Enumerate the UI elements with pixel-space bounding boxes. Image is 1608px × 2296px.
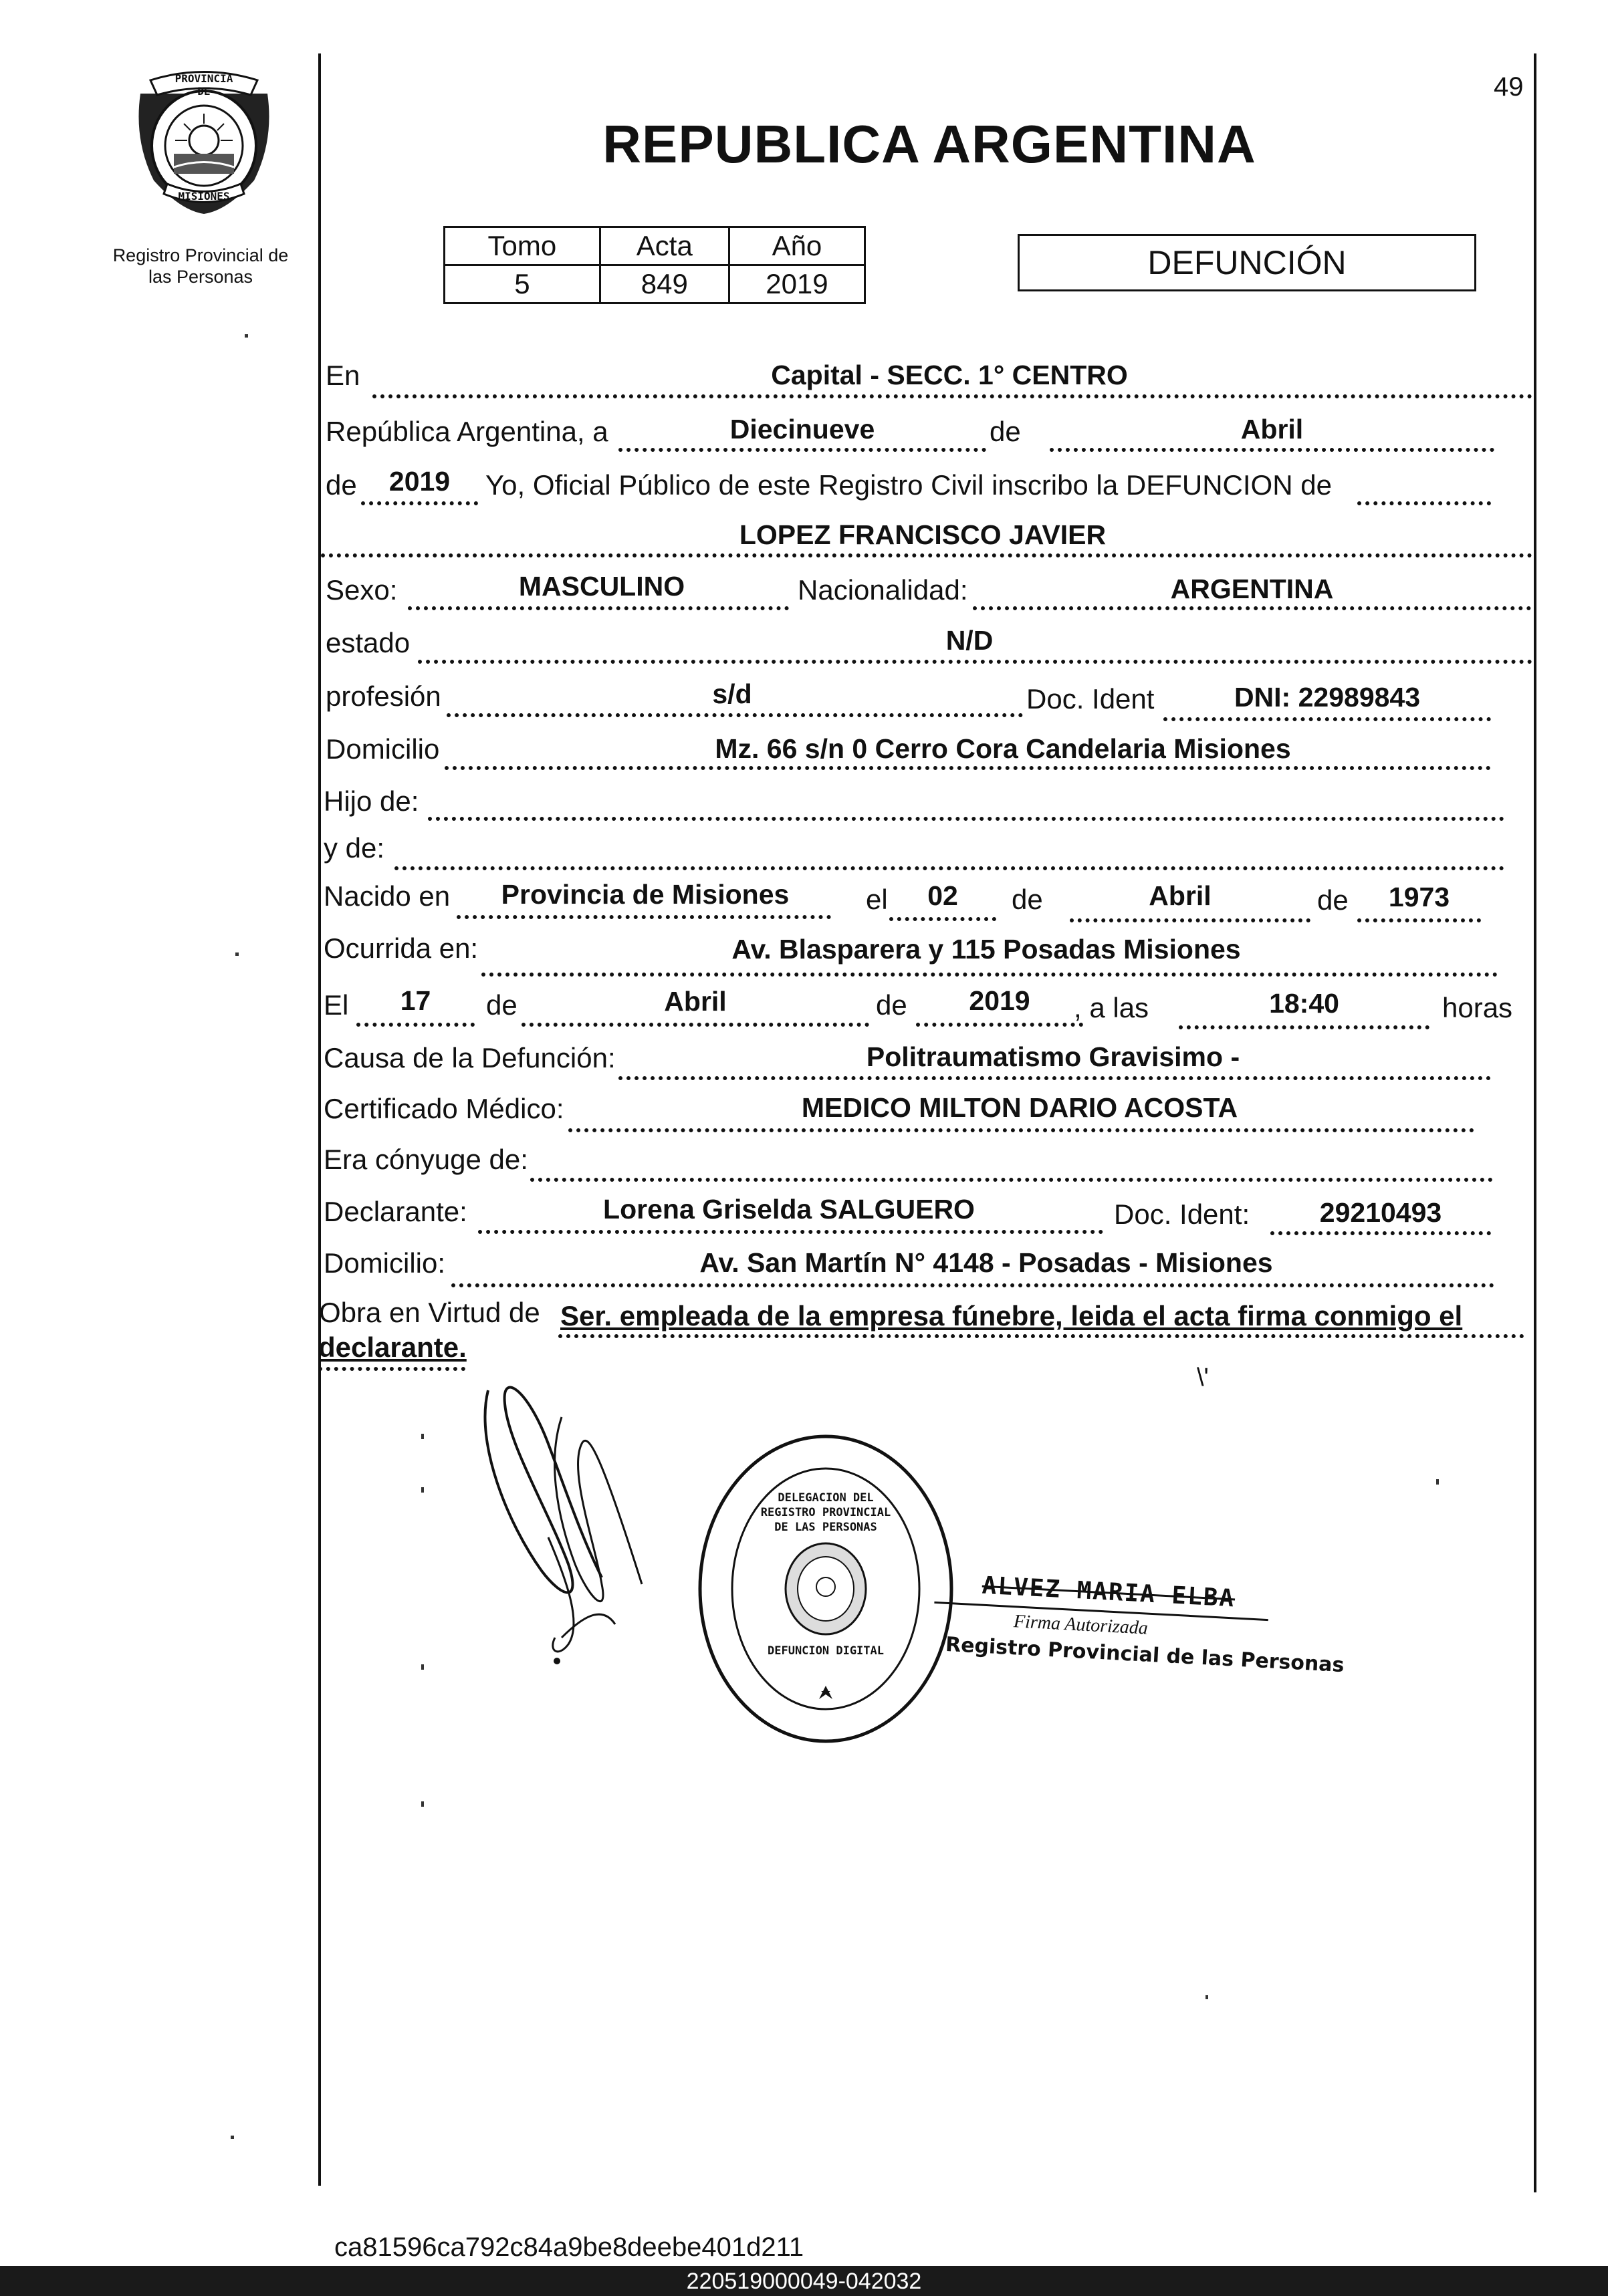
de2-label: de — [326, 469, 357, 501]
footer-bar — [0, 2266, 1608, 2296]
scan-speck — [421, 1664, 424, 1670]
fallec-de2-label: de — [876, 989, 907, 1021]
estado-value: N/D — [945, 625, 994, 656]
page-title: REPUBLICA ARGENTINA — [602, 114, 1256, 174]
doc-declarante-label: Doc. Ident: — [1114, 1198, 1250, 1230]
signature-name: ALVEZ MARIA ELBA — [981, 1571, 1236, 1613]
en-label: En — [326, 360, 360, 391]
hora-value: 18:40 — [1269, 988, 1339, 1019]
domicilio2-dotted-line — [451, 1283, 1494, 1287]
scan-speck — [421, 1434, 424, 1439]
year-dotted-line — [361, 501, 478, 505]
scan-speck — [231, 2136, 234, 2139]
obra-value-line2: declarante. — [318, 1331, 467, 1363]
causa-dotted-line — [618, 1076, 1491, 1080]
fallec-mes-value: Abril — [664, 986, 727, 1017]
footer-hash: ca81596ca792c84a9be8deebe401d211 — [334, 2233, 804, 2262]
yo-dotted-line — [1357, 501, 1491, 505]
doc-declarante-value: 29210493 — [1319, 1197, 1442, 1228]
fallec-dia-dotted-line — [356, 1023, 475, 1027]
hijo-dotted-line — [428, 817, 1504, 821]
horas-label: horas — [1442, 992, 1513, 1023]
obra-dotted-line — [558, 1334, 1524, 1338]
en-value: Capital - SECC. 1° CENTRO — [771, 360, 1128, 390]
fallec-dia-value: 17 — [400, 985, 431, 1016]
record-table — [443, 226, 866, 304]
nacido-lugar-dotted-line — [457, 915, 831, 919]
official-stamp — [695, 1432, 956, 1746]
certificado-dotted-line — [568, 1128, 1474, 1132]
nacido-anio-dotted-line — [1357, 918, 1481, 922]
scan-speck — [245, 334, 248, 338]
logo-caption — [87, 245, 314, 287]
doc-label: Doc. Ident — [1026, 683, 1155, 715]
fallec-de-label: de — [486, 989, 518, 1021]
nacido-dia-value: 02 — [927, 880, 958, 911]
republica-label: República Argentina, a — [326, 416, 608, 447]
month-value: Abril — [1240, 414, 1304, 444]
y-de-label: y de: — [324, 832, 385, 864]
certificado-value: MEDICO MILTON DARIO ACOSTA — [801, 1092, 1238, 1123]
stamp-inner-text: DEFUNCION DIGITAL — [768, 1644, 884, 1658]
nacido-dia-dotted-line — [889, 917, 996, 921]
year-value: 2019 — [388, 466, 451, 497]
domicilio-label: Domicilio — [326, 733, 440, 765]
ocurrida-value: Av. Blasparera y 115 Posadas Misiones — [731, 934, 1241, 965]
day-value: Diecinueve — [729, 414, 875, 444]
footer-code: 220519000049-042032 — [686, 2269, 922, 2294]
scan-speck — [421, 1487, 424, 1493]
nacionalidad-value: ARGENTINA — [1170, 573, 1334, 604]
hora-dotted-line — [1179, 1025, 1429, 1029]
nacido-mes-value: Abril — [1149, 880, 1212, 911]
declarante-dotted-line — [478, 1230, 1103, 1234]
a-las-label: , a las — [1074, 992, 1149, 1023]
fallec-anio-dotted-line — [916, 1023, 1083, 1027]
ocurrida-dotted-line — [481, 973, 1498, 977]
declarante-value: Lorena Griselda SALGUERO — [603, 1194, 975, 1225]
stamp-outer-text: DELEGACION DEL REGISTRO PROVINCIAL DE LAS PERSONAS — [760, 1491, 891, 1534]
obra-dotted-line-2 — [318, 1367, 465, 1371]
nacido-mes-dotted-line — [1070, 918, 1310, 922]
stamp-seal-icon — [695, 1432, 956, 1746]
conyuge-dotted-line — [530, 1178, 1493, 1182]
logo-caption-line1: Registro Provincial de — [112, 245, 289, 265]
logo-text-bottom: MISIONES — [178, 190, 230, 203]
signature-block — [936, 1569, 1345, 1678]
record-table-value-anio: 2019 — [729, 265, 865, 303]
logo — [127, 67, 281, 217]
el2-label: El — [324, 989, 349, 1021]
record-table-header-acta: Acta — [600, 227, 729, 265]
nacido-anio-value: 1973 — [1388, 882, 1450, 912]
record-table-value-acta: 849 — [600, 265, 729, 303]
causa-label: Causa de la Defunción: — [324, 1042, 616, 1073]
hijo-label: Hijo de: — [324, 785, 419, 817]
estado-dotted-line — [418, 660, 1532, 664]
doc-value: DNI: 22989843 — [1234, 682, 1421, 713]
el-label: el — [866, 884, 888, 915]
fallec-anio-value: 2019 — [969, 985, 1030, 1016]
y-de-dotted-line — [394, 866, 1504, 870]
nacido-lugar-value: Provincia de Misiones — [501, 879, 790, 910]
doc-declarante-dotted-line — [1270, 1231, 1491, 1235]
nacido-de2-label: de — [1317, 884, 1349, 916]
record-table-value-tomo: 5 — [445, 265, 600, 303]
domicilio-value: Mz. 66 s/n 0 Cerro Cora Candelaria Misiones — [715, 733, 1291, 764]
nacido-de-label: de — [1012, 884, 1043, 915]
domicilio2-label: Domicilio: — [324, 1247, 446, 1279]
signature-line3: Registro Provincial de las Personas — [945, 1632, 1345, 1678]
scan-speck — [421, 1801, 424, 1807]
sexo-label: Sexo: — [326, 574, 398, 606]
profesion-value: s/d — [712, 678, 752, 709]
domicilio-dotted-line — [445, 766, 1491, 770]
declarante-label: Declarante: — [324, 1196, 467, 1227]
profesion-label: profesión — [326, 680, 441, 712]
scan-speck — [1205, 1995, 1208, 1999]
conyuge-label: Era cónyuge de: — [324, 1144, 528, 1175]
de-label: de — [990, 416, 1021, 447]
day-dotted-line — [618, 448, 986, 452]
scan-speck — [235, 952, 239, 956]
obra-value-line1: Ser. empleada de la empresa fúnebre, leida el acta firma conmigo el — [560, 1300, 1463, 1331]
record-table-header-anio: Año — [729, 227, 865, 265]
deceased-name: LOPEZ FRANCISCO JAVIER — [739, 519, 1107, 550]
logo-caption-line2: las Personas — [148, 267, 253, 287]
nacido-label: Nacido en — [324, 880, 451, 912]
obra-label: Obra en Virtud de — [319, 1297, 540, 1328]
sexo-value: MASCULINO — [518, 571, 685, 602]
sexo-dotted-line — [408, 606, 789, 610]
record-table-header-tomo: Tomo — [445, 227, 600, 265]
causa-value: Politraumatismo Gravisimo - — [866, 1041, 1240, 1072]
scan-speck — [1436, 1479, 1439, 1485]
month-dotted-line — [1050, 448, 1494, 452]
profesion-dotted-line — [447, 713, 1023, 717]
estado-label: estado — [326, 627, 411, 658]
handwritten-signature — [468, 1364, 662, 1684]
name-dotted-line — [321, 553, 1532, 557]
page-number: 49 — [1494, 72, 1524, 102]
nacionalidad-label: Nacionalidad: — [798, 574, 968, 606]
record-table-header-row — [445, 227, 865, 265]
signature-line2: Firma Autorizada — [1013, 1611, 1149, 1639]
left-margin-line — [318, 53, 321, 2186]
domicilio2-value: Av. San Martín N° 4148 - Posadas - Misiones — [699, 1247, 1273, 1278]
en-dotted-line — [372, 394, 1532, 398]
ocurrida-label: Ocurrida en: — [324, 932, 479, 964]
certificado-label: Certificado Médico: — [324, 1093, 564, 1124]
scan-mark: \' — [1197, 1364, 1209, 1392]
record-table-value-row — [445, 265, 865, 303]
yo-text: Yo, Oficial Público de este Registro Civil inscribo la DEFUNCION de — [485, 469, 1332, 501]
logo-text-top: PROVINCIA DE — [175, 72, 233, 98]
fallec-mes-dotted-line — [522, 1023, 869, 1027]
right-margin-line — [1534, 53, 1536, 2192]
record-type-box: DEFUNCIÓN — [1018, 234, 1476, 291]
doc-dotted-line — [1163, 717, 1491, 721]
nacionalidad-dotted-line — [973, 606, 1531, 610]
